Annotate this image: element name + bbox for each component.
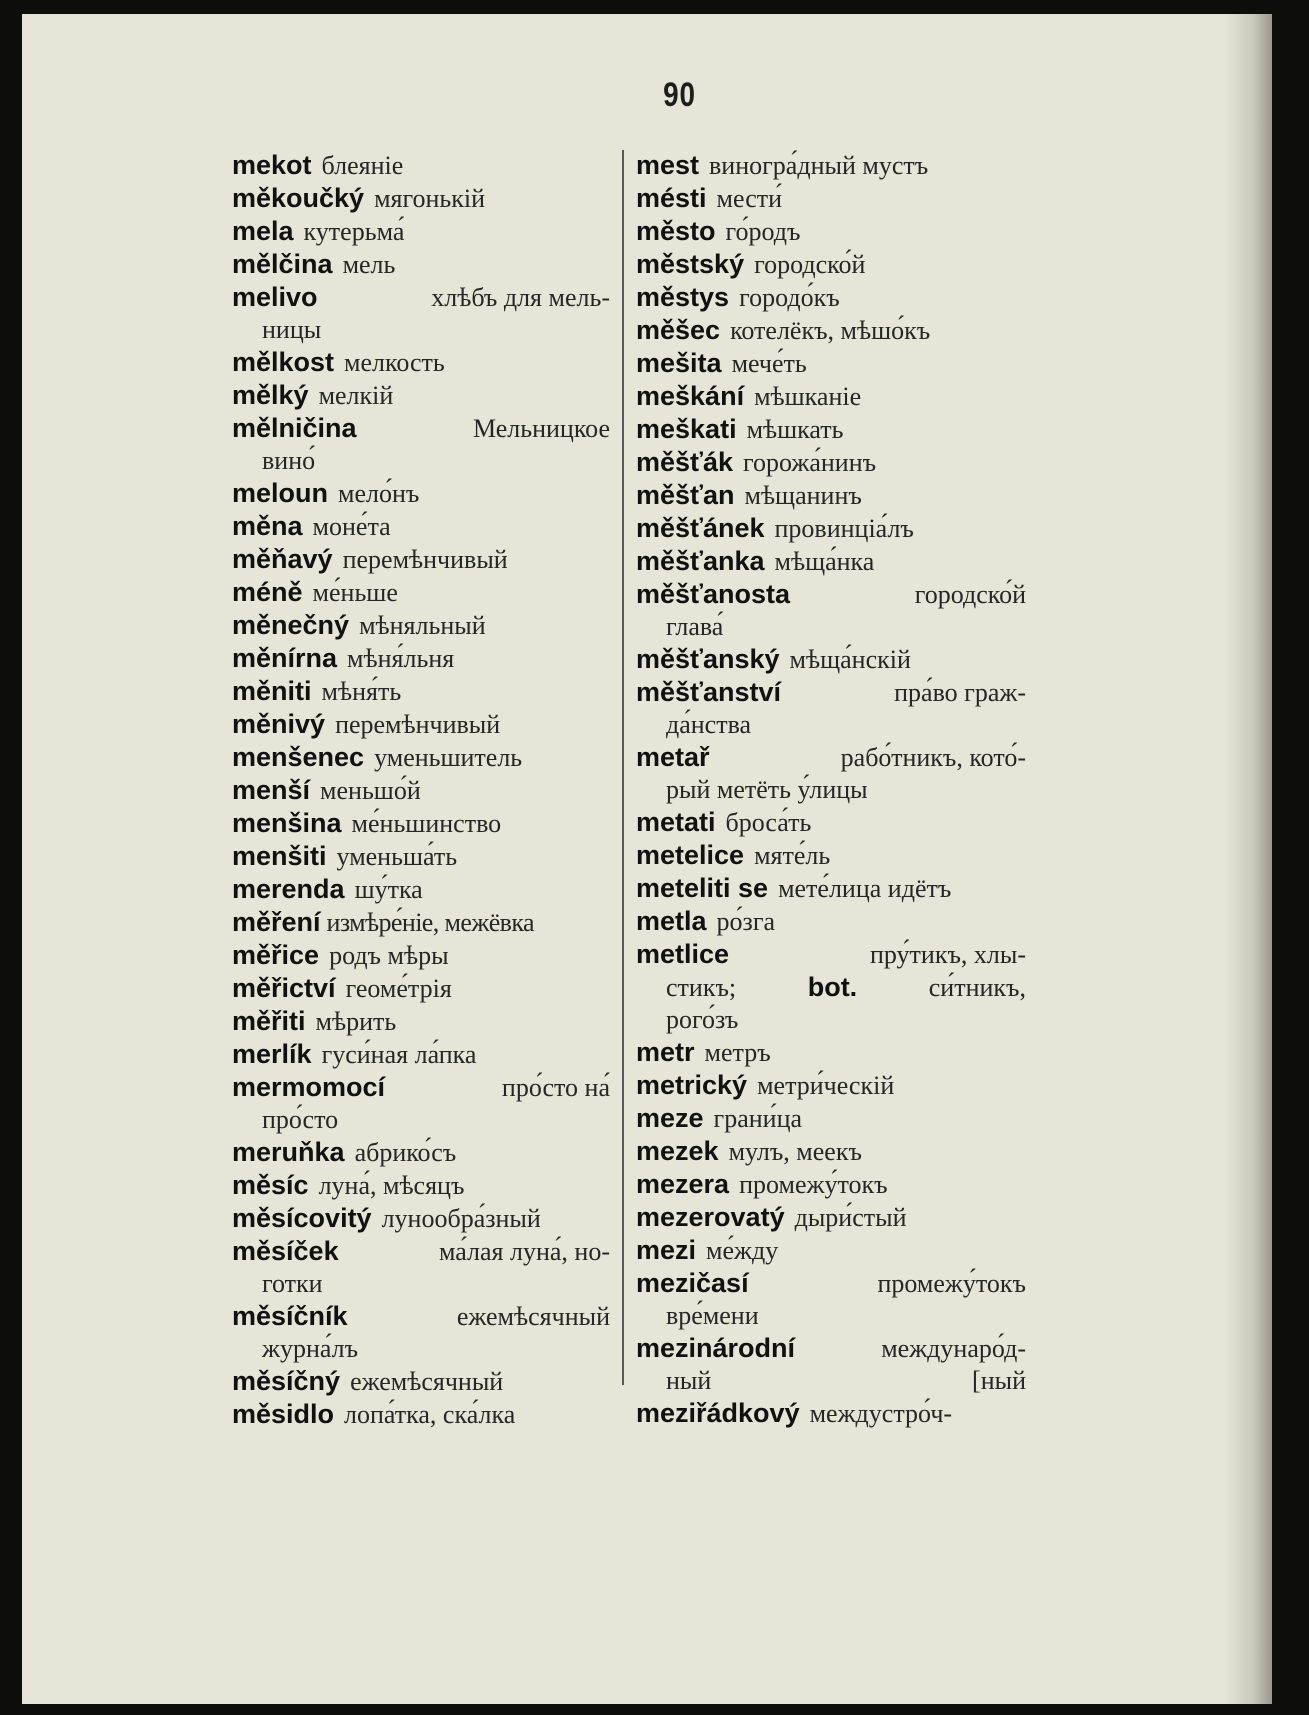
translation-fragment: [ный: [972, 1366, 1026, 1395]
page-number: 90: [663, 76, 696, 114]
headword: méně: [232, 577, 303, 607]
translation: лопа́тка, ска́лка: [344, 1400, 516, 1429]
headword: mělkost: [232, 347, 335, 377]
entry-metar: [636, 741, 1026, 806]
translation: междустро́ч-: [809, 1399, 953, 1428]
translation-continuation: журна́лъ: [262, 1334, 359, 1363]
entry-mensina: [232, 807, 610, 840]
translation: уменьшитель: [374, 743, 523, 772]
entry-mesita: [636, 347, 1026, 380]
headword: mezinárodní: [636, 1333, 796, 1363]
translation-fragment: си́тникъ,: [928, 973, 1026, 1002]
headword: meškati: [636, 414, 737, 444]
headword: metrický: [636, 1070, 748, 1100]
entry-mereni: [232, 906, 610, 939]
headword: mezičasí: [636, 1268, 749, 1298]
translation: мѣшканіе: [754, 382, 862, 411]
entry-mesec: [636, 314, 1026, 347]
entry-meloun: [232, 477, 610, 510]
translation: провинціа́лъ: [774, 514, 914, 543]
translation: грани́ца: [713, 1104, 803, 1133]
headword: menšenec: [232, 742, 365, 772]
entry-mensenec: [232, 741, 610, 774]
headword: měřiti: [232, 1006, 306, 1036]
translation-continuation: да́нства: [666, 710, 752, 739]
headword: mezera: [636, 1169, 730, 1199]
entry-mesidlo: [232, 1398, 610, 1431]
entry-mesic: [232, 1169, 610, 1202]
translation: броса́ть: [725, 808, 812, 837]
translation: моне́та: [312, 512, 391, 541]
translation: виногра́дный мустъ: [709, 151, 929, 180]
translation: метри́ческій: [757, 1071, 895, 1100]
entry-melkost: [232, 346, 610, 379]
entry-mestys: [636, 281, 1026, 314]
headword: metlice: [636, 939, 730, 969]
entry-mensi: [232, 774, 610, 807]
headword: meteliti se: [636, 873, 769, 903]
translation: ме́жду: [706, 1236, 779, 1265]
translation: го́родъ: [725, 217, 801, 246]
entry-meskani: [636, 380, 1026, 413]
headword: měření: [232, 907, 321, 937]
entry-mestsky: [636, 248, 1026, 281]
entry-mela: [232, 215, 610, 248]
entry-merunka: [232, 1136, 610, 1169]
translation: перемѣнчивый: [342, 545, 508, 574]
headword: mésti: [636, 183, 707, 213]
entry-mene: [232, 576, 610, 609]
translation: гуси́ная ла́пка: [321, 1040, 477, 1069]
entry-mestak: [636, 446, 1026, 479]
translation: мѣща́нскій: [789, 645, 911, 674]
entry-merenda: [232, 873, 610, 906]
translation-continuation: про́сто: [262, 1105, 339, 1134]
translation: абрико́съ: [354, 1138, 457, 1167]
book-binding-shadow: [1225, 14, 1272, 1704]
headword: merenda: [232, 874, 345, 904]
entry-mesicny: [232, 1365, 610, 1398]
headword: měsíček: [232, 1236, 339, 1266]
entry-mezi: [636, 1234, 1026, 1267]
headword: metelice: [636, 840, 745, 870]
translation-continuation: [636, 1365, 1026, 1397]
headword: měsidlo: [232, 1399, 335, 1429]
translation: родъ мѣры: [329, 941, 449, 970]
translation: Мельницкое: [472, 414, 610, 443]
translation: междунаро́д-: [881, 1334, 1026, 1363]
headword: mělký: [232, 380, 309, 410]
entry-mekoucky: [232, 182, 610, 215]
entry-mesti: [636, 182, 1026, 215]
translation: пру́тикъ, хлы-: [869, 940, 1026, 969]
headword: měšec: [636, 315, 721, 345]
headword: měňavý: [232, 544, 333, 574]
translation: перемѣнчивый: [335, 710, 501, 739]
headword: měna: [232, 511, 303, 541]
entry-mesicnik: [232, 1300, 610, 1365]
translation: блеяніе: [321, 151, 404, 180]
translation: мулъ, меекъ: [728, 1137, 862, 1166]
botany-label: bot.: [807, 972, 858, 1002]
translation: мело́нъ: [338, 479, 420, 508]
headword: měšťanský: [636, 644, 780, 674]
entry-mestanosta: [636, 578, 1026, 643]
translation: про́сто на́: [501, 1073, 610, 1102]
translation: мелкость: [344, 348, 445, 377]
headword: měsícovitý: [232, 1203, 372, 1233]
translation-continuation: [636, 971, 1026, 1004]
headword: melivo: [232, 282, 318, 312]
translation-continuation: вре́мени: [666, 1301, 759, 1330]
translation: ежемѣсячный: [456, 1302, 610, 1331]
headword: měšťanství: [636, 677, 782, 707]
translation: мѣняльный: [359, 611, 486, 640]
translation: мѣня́ть: [321, 677, 402, 706]
translation: луна́, мѣсяцъ: [318, 1171, 465, 1200]
headword: městys: [636, 282, 730, 312]
translation: хлѣбъ для мель-: [431, 283, 610, 312]
entry-mestanek: [636, 512, 1026, 545]
headword: mest: [636, 150, 700, 180]
translation: рабо́тникъ, кото́-: [840, 743, 1026, 772]
entry-mermomoci: [232, 1071, 610, 1136]
entry-menivy: [232, 708, 610, 741]
entry-mest: [636, 149, 1026, 182]
headword: měniti: [232, 676, 312, 706]
entry-mezerovaty: [636, 1201, 1026, 1234]
headword: metati: [636, 807, 716, 837]
translation: пра́во граж-: [894, 678, 1026, 707]
entry-mekot: [232, 149, 610, 182]
translation: городско́й: [914, 580, 1026, 609]
entry-menirna: [232, 642, 610, 675]
headword: měnivý: [232, 709, 326, 739]
entry-melcina: [232, 248, 610, 281]
translation-continuation: готки: [262, 1269, 323, 1298]
headword: meziřádkový: [636, 1398, 800, 1428]
translation: ма́лая луна́, но-: [438, 1237, 610, 1266]
translation-continuation: глава́: [666, 612, 724, 641]
entry-meniti: [232, 675, 610, 708]
translation: меньшо́й: [320, 776, 421, 805]
entry-merictvi: [232, 972, 610, 1005]
translation: мѣща́нка: [774, 547, 875, 576]
translation: мѣня́льня: [347, 644, 455, 673]
translation: дыри́стый: [794, 1203, 907, 1232]
translation: мече́ть: [731, 349, 807, 378]
translation: мете́лица идётъ: [778, 874, 952, 903]
translation-continuation: рого́зъ: [666, 1005, 739, 1034]
translation: городо́къ: [739, 283, 840, 312]
entry-meriti: [232, 1005, 610, 1038]
translation: мяте́ль: [754, 841, 831, 870]
entry-mestansky: [636, 643, 1026, 676]
headword: měřictví: [232, 973, 336, 1003]
translation: мель: [342, 250, 396, 279]
translation: метръ: [704, 1038, 771, 1067]
headword: merlík: [232, 1039, 312, 1069]
entry-mezek: [636, 1135, 1026, 1168]
entry-mestanstvi: [636, 676, 1026, 741]
headword: mělničina: [232, 413, 357, 443]
headword: měšťánek: [636, 513, 765, 543]
headword: mela: [232, 216, 294, 246]
headword: metla: [636, 906, 707, 936]
headword: měšťák: [636, 447, 734, 477]
headword: mezerovatý: [636, 1202, 785, 1232]
translation: измѣре́ніе, межёвка: [326, 908, 534, 937]
entry-metlice: [636, 938, 1026, 1036]
entry-merlik: [232, 1038, 610, 1071]
entry-menecny: [232, 609, 610, 642]
translation: мѣрить: [315, 1007, 397, 1036]
translation: геоме́трія: [345, 974, 452, 1003]
entry-mesicovity: [232, 1202, 610, 1235]
headword: mešita: [636, 348, 722, 378]
translation: ро́зга: [716, 907, 776, 936]
translation-fragment: стикъ;: [666, 973, 737, 1002]
translation: уменьша́ть: [336, 842, 458, 871]
entry-mestanka: [636, 545, 1026, 578]
translation: мелкій: [318, 381, 394, 410]
headword: menšina: [232, 808, 342, 838]
headword: měřice: [232, 940, 320, 970]
headword: mělčina: [232, 249, 333, 279]
headword: měkoučký: [232, 183, 365, 213]
entry-mesto: [636, 215, 1026, 248]
entry-metelice: [636, 839, 1026, 872]
headword: mermomocí: [232, 1072, 386, 1102]
headword: meze: [636, 1103, 704, 1133]
entry-merice: [232, 939, 610, 972]
headword: měsíc: [232, 1170, 309, 1200]
entry-meze: [636, 1102, 1026, 1135]
entry-meskati: [636, 413, 1026, 446]
entry-metricky: [636, 1069, 1026, 1102]
headword: měsíčný: [232, 1366, 341, 1396]
entry-mezera: [636, 1168, 1026, 1201]
headword: měsíčník: [232, 1301, 348, 1331]
entry-mezinarodni: [636, 1332, 1026, 1397]
entry-meziradkovy: [636, 1397, 1026, 1430]
translation: горожа́нинъ: [743, 448, 877, 477]
entry-meteliti-se: [636, 872, 1026, 905]
left-column: [232, 149, 610, 1431]
translation: промежу́токъ: [877, 1269, 1026, 1298]
translation: кутерьма́: [303, 217, 405, 246]
right-column: [636, 149, 1026, 1430]
translation: шу́тка: [354, 875, 423, 904]
entry-mena: [232, 510, 610, 543]
translation: ме́ньшинство: [351, 809, 502, 838]
translation: котелёкъ, мѣшо́къ: [730, 316, 931, 345]
translation: ежемѣсячный: [350, 1367, 504, 1396]
headword: metr: [636, 1037, 695, 1067]
headword: městský: [636, 249, 745, 279]
headword: mezek: [636, 1136, 719, 1166]
headword: mezi: [636, 1235, 697, 1265]
translation-continuation: вино́: [262, 446, 316, 475]
headword: meškání: [636, 381, 745, 411]
entry-menavy: [232, 543, 610, 576]
entry-mensiti: [232, 840, 610, 873]
translation-continuation: рый метёть у́лицы: [666, 775, 868, 804]
headword: měšťan: [636, 480, 735, 510]
headword: měnírna: [232, 643, 338, 673]
entry-metati: [636, 806, 1026, 839]
entry-mestan: [636, 479, 1026, 512]
headword: meloun: [232, 478, 329, 508]
headword: menšiti: [232, 841, 327, 871]
headword: město: [636, 216, 716, 246]
entry-melivo: [232, 281, 610, 346]
translation: лунообра́зный: [381, 1204, 541, 1233]
translation-fragment: ный: [666, 1366, 712, 1395]
headword: měšťanka: [636, 546, 765, 576]
headword: meruňka: [232, 1137, 345, 1167]
translation: промежу́токъ: [739, 1170, 888, 1199]
entry-mezicasi: [636, 1267, 1026, 1332]
headword: mekot: [232, 150, 312, 180]
headword: metař: [636, 742, 710, 772]
translation: мѣщанинъ: [744, 481, 862, 510]
translation: городско́й: [754, 250, 866, 279]
translation: мести́: [716, 184, 783, 213]
entry-mesicek: [232, 1235, 610, 1300]
headword: měšťanosta: [636, 579, 790, 609]
translation: мягонькій: [374, 184, 486, 213]
translation-continuation: ницы: [262, 315, 322, 344]
translation: ме́ньше: [312, 578, 398, 607]
entry-melky: [232, 379, 610, 412]
headword: měnečný: [232, 610, 350, 640]
column-divider: [622, 150, 624, 1385]
entry-metr: [636, 1036, 1026, 1069]
entry-melnicina: [232, 412, 610, 477]
translation: мѣшкать: [746, 415, 844, 444]
entry-metla: [636, 905, 1026, 938]
headword: menší: [232, 775, 311, 805]
